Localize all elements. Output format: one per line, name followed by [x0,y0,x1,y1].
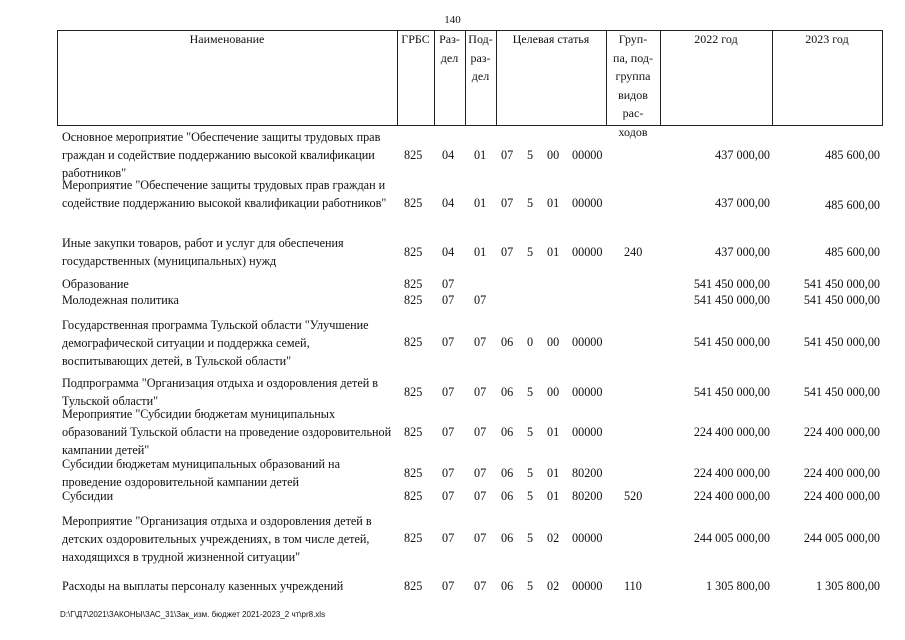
row-grbs: 825 [404,489,423,503]
page-number: 140 [444,14,461,26]
row-target-event: 02 [547,531,560,545]
row-podrazdel: 07 [474,489,487,503]
row-name: Подпрограмма "Организация отдыха и оздоровления детей в Тульской области" [62,376,379,408]
row-grbs: 825 [404,293,423,307]
row-target-direction: 00000 [572,385,603,399]
col-divider [882,30,883,126]
row-target-event: 01 [547,466,560,480]
col-header-vr: Груп- па, под- группа видов рас- ходов [613,32,653,139]
row-amount-2022: 244 005 000,00 [693,531,770,545]
row-razdel: 07 [442,425,455,439]
row-amount-2022: 224 400 000,00 [693,489,770,503]
row-razdel: 04 [442,245,455,259]
row-amount-2022: 224 400 000,00 [693,425,770,439]
row-amount-2022: 541 450 000,00 [693,277,770,291]
row-expense-type: 240 [624,245,643,259]
row-grbs: 825 [404,335,423,349]
row-name: Мероприятие "Организация отдыха и оздоровления детей в детских оздоровительных учреждениях, в том числе детей, находящихся в трудной жизненной ситуации" [62,514,372,564]
row-razdel: 07 [442,466,455,480]
row-razdel: 04 [442,148,455,162]
row-target-direction: 00000 [572,425,603,439]
header-bottom-border [57,125,883,126]
row-name: Иные закупки товаров, работ и услуг для обеспечения государственных (муниципальных) нужд [62,236,344,268]
row-grbs: 825 [404,148,423,162]
row-amount-2022: 541 450 000,00 [693,335,770,349]
row-target-direction: 00000 [572,579,603,593]
row-target-direction: 00000 [572,531,603,545]
row-target-subprogram: 5 [527,531,534,545]
row-grbs: 825 [404,531,423,545]
footer-file-path: D:\Г\Д7\2021\ЗАКОНЫ\ЗАС_31\Зак_изм. бюджет 2021-2023_2 чт\pr8.xls [60,610,326,619]
row-amount-2022: 224 400 000,00 [693,466,770,480]
row-name: Молодежная политика [62,293,179,307]
row-amount-2023: 541 450 000,00 [803,277,880,291]
row-amount-2023: 485 600,00 [825,148,880,162]
row-amount-2023: 1 305 800,00 [816,579,880,593]
row-target-program: 06 [501,385,514,399]
row-name: Образование [62,277,129,291]
row-razdel: 07 [442,489,455,503]
row-name: Мероприятие "Обеспечение защиты трудовых прав граждан и содействие поддержанию высокой квалификации работников" [62,178,387,210]
row-target-subprogram: 5 [527,579,534,593]
row-target-program: 07 [501,196,514,210]
row-target-direction: 00000 [572,196,603,210]
row-target-subprogram: 5 [527,466,534,480]
row-amount-2023: 224 400 000,00 [803,466,880,480]
row-podrazdel: 07 [474,425,487,439]
row-target-event: 00 [547,385,560,399]
row-target-subprogram: 5 [527,148,534,162]
row-grbs: 825 [404,425,423,439]
row-podrazdel: 01 [474,196,487,210]
row-amount-2023: 224 400 000,00 [803,489,880,503]
row-podrazdel: 07 [474,385,487,399]
row-target-program: 06 [501,489,514,503]
row-razdel: 07 [442,385,455,399]
row-grbs: 825 [404,466,423,480]
row-expense-type: 110 [624,579,642,593]
col-header-2023: 2023 год [805,32,849,46]
row-grbs: 825 [404,385,423,399]
row-amount-2022: 437 000,00 [715,148,770,162]
row-target-event: 00 [547,148,560,162]
row-razdel: 07 [442,579,455,593]
row-target-subprogram: 5 [527,489,534,503]
row-name: Мероприятие "Субсидии бюджетам муниципальных образований Тульской области на проведение оздоровительной кампании детей" [62,407,392,457]
row-amount-2022: 1 305 800,00 [706,579,770,593]
row-amount-2023: 485 600,00 [825,198,880,212]
row-amount-2022: 437 000,00 [715,245,770,259]
row-amount-2023: 485 600,00 [825,245,880,259]
row-name: Государственная программа Тульской области "Улучшение демографической ситуации и поддержка семей, воспитывающих детей, в Тульской области" [62,318,369,368]
row-target-direction: 00000 [572,245,603,259]
col-header-target: Целевая статья [512,32,590,46]
row-target-event: 01 [547,245,560,259]
row-amount-2023: 541 450 000,00 [803,335,880,349]
row-target-direction: 00000 [572,148,603,162]
row-target-subprogram: 5 [527,245,534,259]
row-name: Субсидии бюджетам муниципальных образований на проведение оздоровительной кампании детей [62,457,340,489]
row-target-subprogram: 5 [527,425,534,439]
row-target-program: 06 [501,466,514,480]
row-grbs: 825 [404,277,423,291]
row-amount-2023: 244 005 000,00 [803,531,880,545]
row-amount-2023: 541 450 000,00 [803,293,880,307]
row-amount-2022: 541 450 000,00 [693,293,770,307]
row-target-program: 06 [501,335,514,349]
row-target-event: 01 [547,425,560,439]
row-grbs: 825 [404,196,423,210]
row-target-subprogram: 0 [527,335,534,349]
row-amount-2022: 541 450 000,00 [693,385,770,399]
col-header-grbs: ГРБС [401,32,430,46]
row-podrazdel: 07 [474,293,487,307]
row-name: Основное мероприятие "Обеспечение защиты трудовых прав граждан и содействие поддержанию высокой квалификации работников" [62,130,381,180]
row-target-event: 02 [547,579,560,593]
col-header-razdel: Раз- дел [439,32,460,65]
row-target-program: 06 [501,531,514,545]
row-target-program: 06 [501,425,514,439]
row-podrazdel: 01 [474,148,487,162]
row-target-direction: 80200 [572,489,603,503]
col-header-2022: 2022 год [694,32,738,46]
row-amount-2023: 224 400 000,00 [803,425,880,439]
row-razdel: 07 [442,531,455,545]
col-header-name: Наименование [189,32,265,46]
row-razdel: 07 [442,335,455,349]
row-name: Расходы на выплаты персоналу казенных учреждений [62,579,344,593]
row-grbs: 825 [404,245,423,259]
row-podrazdel: 07 [474,531,487,545]
row-expense-type: 520 [624,489,643,503]
row-target-program: 06 [501,579,514,593]
row-razdel: 04 [442,196,455,210]
row-target-program: 07 [501,148,514,162]
row-target-event: 01 [547,489,560,503]
row-podrazdel: 01 [474,245,487,259]
row-target-program: 07 [501,245,514,259]
row-target-direction: 80200 [572,466,603,480]
row-amount-2023: 541 450 000,00 [803,385,880,399]
row-podrazdel: 07 [474,335,487,349]
row-grbs: 825 [404,579,423,593]
row-name: Субсидии [62,489,114,503]
row-amount-2022: 437 000,00 [715,196,770,210]
row-target-event: 01 [547,196,560,210]
col-header-podrazdel: Под- раз- дел [468,32,493,83]
row-razdel: 07 [442,293,455,307]
row-target-subprogram: 5 [527,196,534,210]
row-podrazdel: 07 [474,579,487,593]
row-razdel: 07 [442,277,455,291]
row-target-subprogram: 5 [527,385,534,399]
row-target-direction: 00000 [572,335,603,349]
row-podrazdel: 07 [474,466,487,480]
row-target-event: 00 [547,335,560,349]
